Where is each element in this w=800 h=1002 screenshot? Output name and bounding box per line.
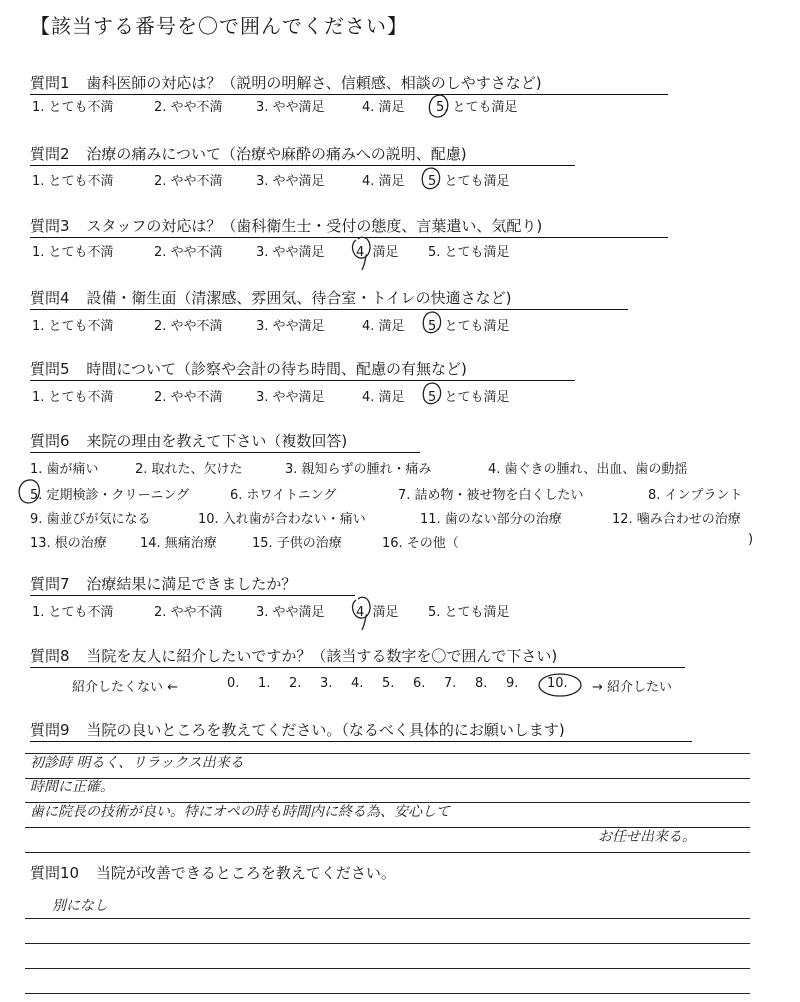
question-3-label: 質問3 <box>30 217 70 235</box>
question-6-heading <box>30 430 347 451</box>
question-1-underline <box>30 94 668 95</box>
q4-option-5[interactable]: 5. とても満足 <box>428 319 510 334</box>
question-6-label: 質問6 <box>30 432 70 450</box>
q8-right-label: → 紹介したい <box>592 680 673 695</box>
question-8-heading <box>30 645 557 666</box>
question-4-label: 質問4 <box>30 289 70 307</box>
question-6-text: 来院の理由を教えて下さい（複数回答) <box>86 432 348 450</box>
q6-option-4[interactable]: 4. 歯ぐきの腫れ、出血、歯の動揺 <box>488 462 688 477</box>
question-4-heading <box>30 287 511 308</box>
q8-number-0[interactable]: 0. <box>227 676 240 691</box>
q10-answer-rule <box>25 968 750 969</box>
q5-option-5[interactable]: 5. とても満足 <box>428 390 510 405</box>
question-2-heading <box>30 143 467 164</box>
q3-option-3[interactable]: 3. やや満足 <box>256 245 325 260</box>
q4-option-2[interactable]: 2. やや不満 <box>154 319 223 334</box>
q2-option-2[interactable]: 2. やや不満 <box>154 174 223 189</box>
q8-number-5[interactable]: 5. <box>382 676 395 691</box>
question-3-options <box>32 241 632 259</box>
q1-option-2[interactable]: 2. やや不満 <box>154 100 223 115</box>
question-7-label: 質問7 <box>30 575 70 593</box>
question-7-options <box>32 601 632 619</box>
q6-option-7[interactable]: 7. 詰め物・被せ物を白くしたい <box>398 488 584 503</box>
q6-option-11[interactable]: 11. 歯のない部分の治療 <box>420 512 562 527</box>
q6-option-14[interactable]: 14. 無痛治療 <box>140 536 217 551</box>
q7-option-2[interactable]: 2. やや不満 <box>154 605 223 620</box>
q5-option-3[interactable]: 3. やや満足 <box>256 390 325 405</box>
q6-option-5[interactable]: 5. 定期検診・クリーニング <box>30 488 190 503</box>
q9-answer-line-3: 歯に院長の技術が良い。特にオペの時も時間内に終る為、安心して <box>30 804 450 820</box>
question-10-text: 当院が改善できるところを教えてください。 <box>95 864 396 882</box>
q9-answer-line-2: 時間に正確。 <box>30 779 114 795</box>
page-title: 【該当する番号を〇で囲んでください】 <box>30 14 408 38</box>
q2-option-3[interactable]: 3. やや満足 <box>256 174 325 189</box>
question-7-text: 治療結果に満足できましたか？ <box>86 575 297 593</box>
q3-option-4[interactable]: 4. 満足 <box>356 245 399 260</box>
question-5-text: 時間について（診察や会計の待ち時間、配慮の有無など) <box>86 360 467 378</box>
q6-option-8[interactable]: 8. インプラント <box>648 488 743 503</box>
q3-option-1[interactable]: 1. とても不満 <box>32 245 114 260</box>
q9-answer-rule <box>25 852 750 853</box>
question-2-text: 治療の痛みについて（治療や麻酔の痛みへの説明、配慮) <box>86 145 467 163</box>
question-9-text: 当院の良いところを教えてください。（なるべく具体的にお願いします) <box>86 721 565 739</box>
q6-option-15[interactable]: 15. 子供の治療 <box>252 536 342 551</box>
q2-option-5[interactable]: 5. とても満足 <box>428 174 510 189</box>
question-3-heading <box>30 215 542 236</box>
question-3-underline <box>30 237 668 238</box>
q4-option-4[interactable]: 4. 満足 <box>362 319 405 334</box>
q10-answer-rule <box>25 918 750 919</box>
q6-option-16[interactable]: 16. その他（ <box>382 536 459 551</box>
question-3-text: スタッフの対応は？（歯科衛生士・受付の態度、言葉遣い、気配り) <box>86 217 543 235</box>
q6-option-3[interactable]: 3. 親知らずの腫れ・痛み <box>285 462 432 477</box>
question-4-options <box>32 315 632 333</box>
q5-option-1[interactable]: 1. とても不満 <box>32 390 114 405</box>
q6-option-13[interactable]: 13. 根の治療 <box>30 536 107 551</box>
question-6-options <box>30 456 780 556</box>
q9-answer-rule <box>25 778 750 779</box>
question-4-text: 設備・衛生面（清潔感、雰囲気、待合室・トイレの快適さなど) <box>86 289 512 307</box>
q1-option-4[interactable]: 4. 満足 <box>362 100 405 115</box>
q8-number-10[interactable]: 10. <box>547 676 568 691</box>
q3-option-5[interactable]: 5. とても満足 <box>428 245 510 260</box>
question-10-label: 質問10 <box>30 864 80 882</box>
question-2-options <box>32 170 632 188</box>
q1-option-1[interactable]: 1. とても不満 <box>32 100 114 115</box>
q6-close-paren: ) <box>748 532 754 547</box>
q8-number-4[interactable]: 4. <box>351 676 364 691</box>
q6-option-2[interactable]: 2. 取れた、欠けた <box>135 462 243 477</box>
q8-number-2[interactable]: 2. <box>289 676 302 691</box>
question-8-label: 質問8 <box>30 647 70 665</box>
q3-option-2[interactable]: 2. やや不満 <box>154 245 223 260</box>
q8-number-8[interactable]: 8. <box>475 676 488 691</box>
q7-option-5[interactable]: 5. とても満足 <box>428 605 510 620</box>
q8-number-6[interactable]: 6. <box>413 676 426 691</box>
question-1-options <box>32 96 632 114</box>
q10-answer-rule <box>25 993 750 994</box>
q9-answer-line-1: 初診時 明るく、リラックス出来る <box>30 755 244 771</box>
question-8-text: 当院を友人に紹介したいですか？（該当する数字を〇で囲んで下さい) <box>86 647 558 665</box>
q10-answer-line-1: 別になし <box>52 898 108 914</box>
q7-option-4[interactable]: 4. 満足 <box>356 605 399 620</box>
q6-option-9[interactable]: 9. 歯並びが気になる <box>30 512 151 527</box>
question-4-underline <box>30 309 628 310</box>
q4-option-1[interactable]: 1. とても不満 <box>32 319 114 334</box>
question-8-underline <box>30 667 685 668</box>
q2-option-1[interactable]: 1. とても不満 <box>32 174 114 189</box>
q8-number-1[interactable]: 1. <box>258 676 271 691</box>
question-6-underline <box>30 452 420 453</box>
question-5-underline <box>30 380 575 381</box>
q8-number-9[interactable]: 9. <box>506 676 519 691</box>
q4-option-3[interactable]: 3. やや満足 <box>256 319 325 334</box>
q7-option-3[interactable]: 3. やや満足 <box>256 605 325 620</box>
q5-option-4[interactable]: 4. 満足 <box>362 390 405 405</box>
q10-answer-rule <box>25 943 750 944</box>
q8-number-7[interactable]: 7. <box>444 676 457 691</box>
question-1-label: 質問1 <box>30 74 70 92</box>
question-1-text: 歯科医師の対応は？（説明の明解さ、信頼感、相談のしやすさなど) <box>86 74 542 92</box>
question-5-options <box>32 386 632 404</box>
question-9-label: 質問9 <box>30 721 70 739</box>
question-7-heading <box>30 573 296 594</box>
q2-option-4[interactable]: 4. 満足 <box>362 174 405 189</box>
q6-option-1[interactable]: 1. 歯が痛い <box>30 462 99 477</box>
q8-left-label: 紹介したくない ← <box>72 680 179 695</box>
question-5-label: 質問5 <box>30 360 70 378</box>
question-1-heading <box>30 72 542 93</box>
question-8-scale <box>72 676 722 694</box>
q6-option-6[interactable]: 6. ホワイトニング <box>230 488 337 503</box>
q8-number-3[interactable]: 3. <box>320 676 333 691</box>
q1-option-3[interactable]: 3. やや満足 <box>256 100 325 115</box>
question-5-heading <box>30 358 467 379</box>
q6-option-10[interactable]: 10. 入れ歯が合わない・痛い <box>198 512 366 527</box>
question-2-label: 質問2 <box>30 145 70 163</box>
q9-answer-line-4: お任せ出来る。 <box>598 829 696 845</box>
q5-option-2[interactable]: 2. やや不満 <box>154 390 223 405</box>
q6-option-12[interactable]: 12. 噛み合わせの治療 <box>612 512 741 527</box>
q7-option-1[interactable]: 1. とても不満 <box>32 605 114 620</box>
q1-option-5[interactable]: 5. とても満足 <box>436 100 518 115</box>
question-9-heading <box>30 719 565 740</box>
question-9-underline <box>30 741 692 742</box>
question-2-underline <box>30 165 575 166</box>
question-10-heading <box>30 862 396 883</box>
question-7-underline <box>30 595 355 596</box>
